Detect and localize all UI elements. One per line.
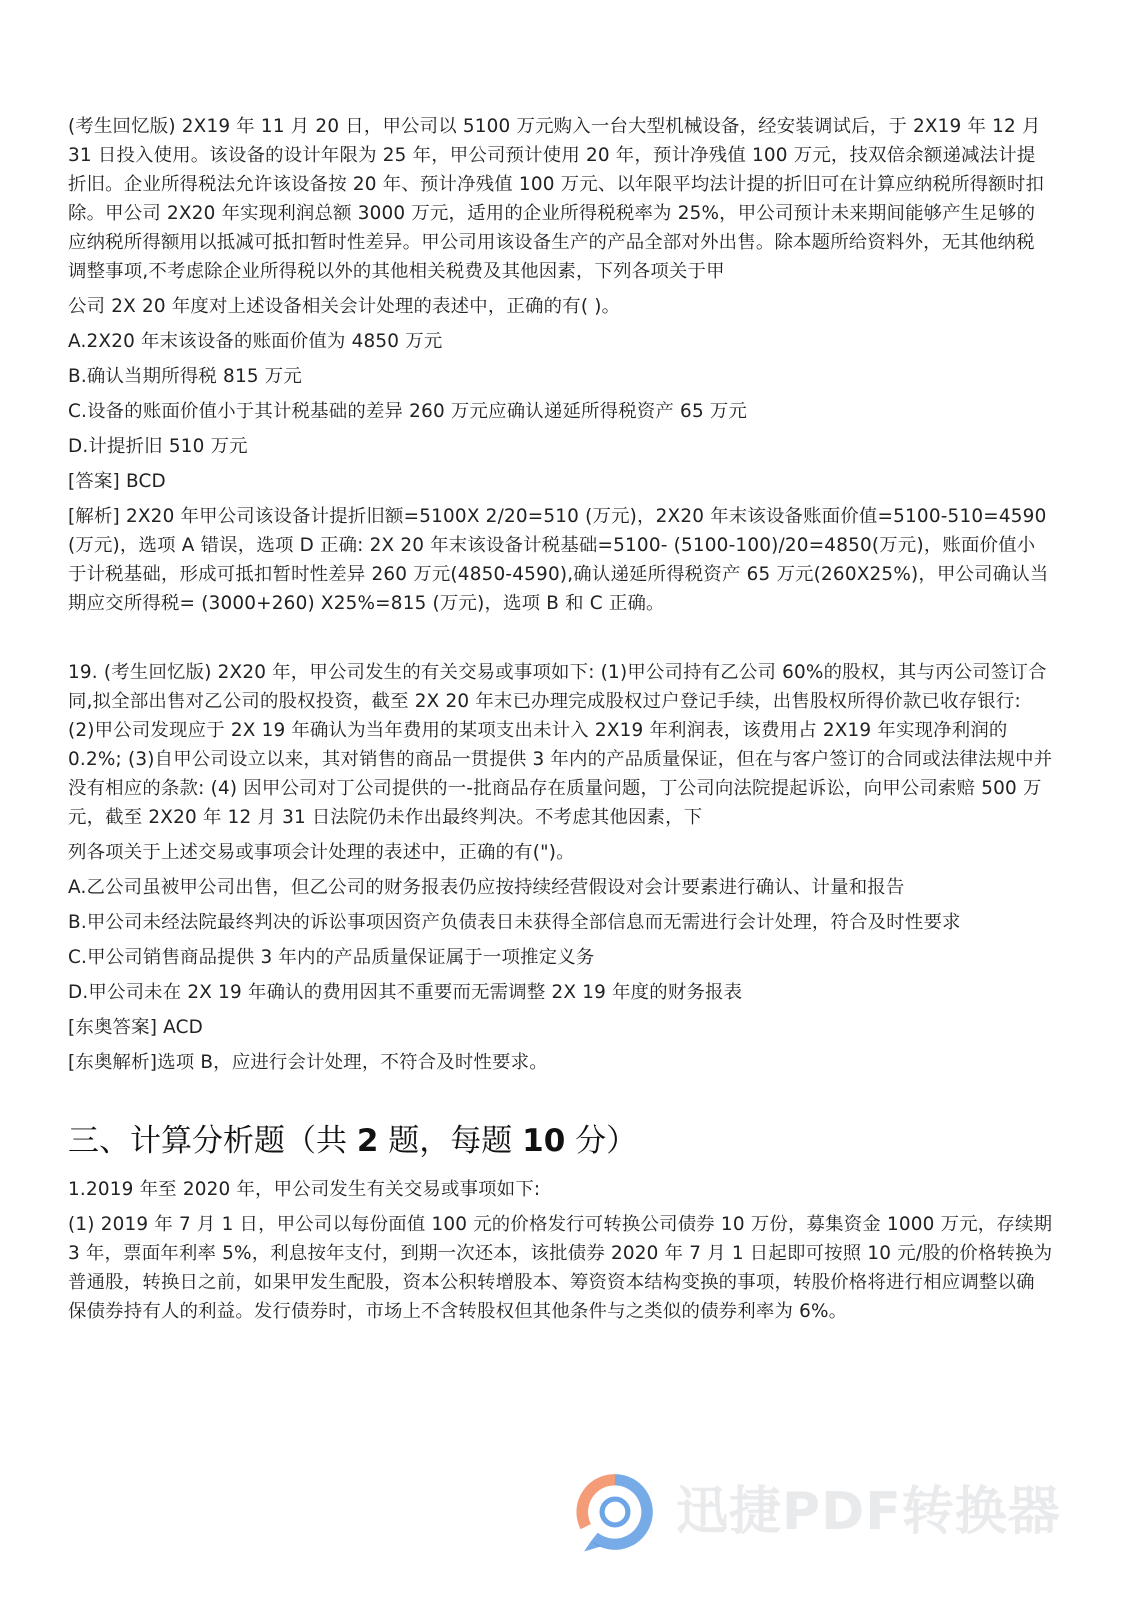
q19-question: 列各项关于上述交易或事项会计处理的表述中，正确的有(")。 <box>68 842 575 863</box>
q19-option-c: C.甲公司销售商品提供 3 年内的产品质量保证属于一项推定义务 <box>68 947 595 968</box>
watermark-text: 迅捷PDF转换器 <box>676 1482 1061 1542</box>
section-title-score: 10 <box>522 1123 566 1159</box>
section-title-part: 三、计算分析题（共 <box>68 1123 357 1159</box>
q19-option-a: A.乙公司虽被甲公司出售，但乙公司的财务报表仍应按持续经营假设对会计要素进行确认、计量和报告 <box>68 877 905 898</box>
q19-analysis: [东奥解析]选项 B，应进行会计处理，不符合及时性要求。 <box>68 1052 548 1073</box>
document-page <box>68 112 1053 1326</box>
q18-option-b: B.确认当期所得税 815 万元 <box>68 366 302 387</box>
section-intro: 1.2019 年至 2020 年，甲公司发生有关交易或事项如下: <box>68 1179 541 1200</box>
watermark <box>572 1462 1092 1562</box>
q18-option-d: D.计提折旧 510 万元 <box>68 436 248 457</box>
pdf-converter-logo-icon <box>572 1469 658 1555</box>
section-title-count: 2 <box>356 1123 379 1159</box>
q18-analysis: [解析] 2X20 年甲公司该设备计提折旧额=5100X 2/20=510 (万元)，2X20 年末该设备账面价值=5100-510=4590 (万元)，选项 A 错误，选项 D 正确: 2X 20 年末该设备计税基础=5100- (5100-100)/20=4850(万元)，账面价值小于计税基础，形成可抵扣暂时性差异 260 万元(4850-4590),确认递延所得税资产 65 万元(260X25%)，甲公司确认当期应交所得税= (3000+260) X25%=815 (万元)，选项 B 和 C 正确。 <box>68 506 1049 614</box>
q19-stem: 19. (考生回忆版) 2X20 年，甲公司发生的有关交易或事项如下: (1)甲公司持有乙公司 60%的股权，其与丙公司签订合同,拟全部出售对乙公司的股权投资，截至 2X 20 年末已办理完成股权过户登记手续，出售股权所得价款已收存银行: (2)甲公司发现应于 2X 19 年确认为当年费用的某项支出未计入 2X19 年利润表，该费用占 2X19 年实现净利润的 0.2%; (3)自甲公司设立以来，其对销售的商品一贯提供 3 年内的产品质量保证，但在与客户签订的合同或法律法规中并没有相应的条款: (4) 因甲公司对丁公司提供的一-批商品存在质量问题，丁公司向法院提起诉讼，向甲公司索赔 500 万元，截至 2X20 年 12 月 31 日法院仍未作出最终判决。不考虑其他因素，下 <box>68 662 1053 828</box>
q18-option-a: A.2X20 年末该设备的账面价值为 4850 万元 <box>68 331 443 352</box>
q18-stem: (考生回忆版) 2X19 年 11 月 20 日，甲公司以 5100 万元购入一台大型机械设备，经安装调试后，于 2X19 年 12 月 31 日投入使用。该设备的设计年限为 25 年，甲公司预计使用 20 年，预计净残值 100 万元，技双倍余额递减法计提折旧。企业所得税法允许该设备按 20 年、预计净残值 100 万元、以年限平均法计提的折旧可在计算应纳税所得额时扣除。甲公司 2X20 年实现利润总额 3000 万元，适用的企业所得税税率为 25%，甲公司预计未来期间能够产生足够的应纳税所得额用以抵减可抵扣暂时性差异。甲公司用该设备生产的产品全部对外出售。除本题所给资料外，无其他纳税调整事项,不考虑除企业所得税以外的其他相关税费及其他因素，下列各项关于甲 <box>68 116 1045 282</box>
section-item-1: (1) 2019 年 7 月 1 日，甲公司以每份面值 100 元的价格发行可转换公司债券 10 万份，募集资金 1000 万元，存续期 3 年，票面年利率 5%，利息按年支付，到期一次还本，该批债券 2020 年 7 月 1 日起即可按照 10 元/股的价格转换为普通股，转换日之前，如果甲发生配股，资本公积转增股本、筹资资本结构变换的事项，转股价格将进行相应调整以确保债券持有人的利益。发行债券时，市场上不含转股权但其他条件与之类似的债券利率为 6%。 <box>68 1214 1053 1322</box>
q19-option-b: B.甲公司未经法院最终判决的诉讼事项因资产负债表日未获得全部信息而无需进行会计处理，符合及时性要求 <box>68 912 961 933</box>
q19-option-d: D.甲公司未在 2X 19 年确认的费用因其不重要而无需调整 2X 19 年度的财务报表 <box>68 982 743 1003</box>
q18-answer: [答案] BCD <box>68 471 166 492</box>
section-title <box>68 1121 1053 1161</box>
section-title-part: 分） <box>565 1123 638 1159</box>
q18-question: 公司 2X 20 年度对上述设备相关会计处理的表述中，正确的有( )。 <box>68 296 621 317</box>
q18-option-c: C.设备的账面价值小于其计税基础的差异 260 万元应确认递延所得税资产 65 万元 <box>68 401 748 422</box>
q19-answer: [东奥答案] ACD <box>68 1017 204 1038</box>
section-title-part: 题，每题 <box>378 1123 523 1159</box>
